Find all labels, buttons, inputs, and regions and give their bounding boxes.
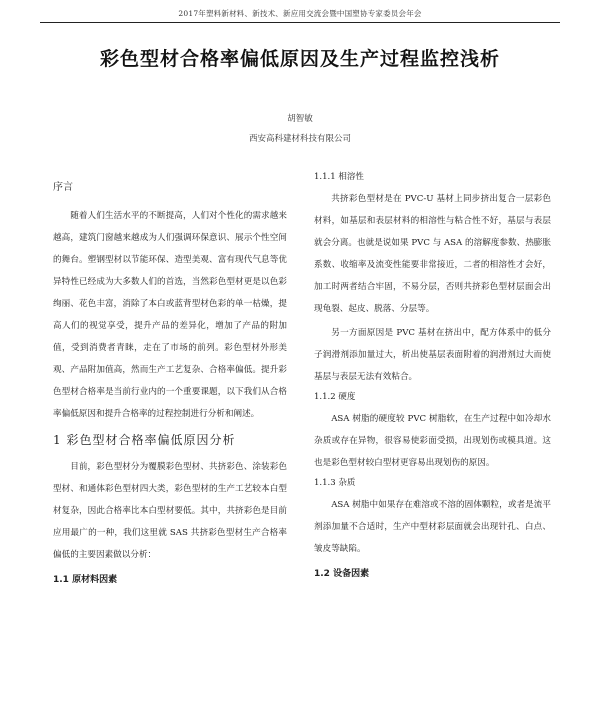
preface-heading: 序言 [53, 182, 73, 193]
lubricant-paragraph: 另一方面原因是 PVC 基材在挤出中，配方体系中的低分子润滑剂添加量过大，析出使基层表面附着的润滑剂过大而使基层与表层无法有效粘合。 [314, 328, 551, 382]
subsection-1-1-2-heading: 1.1.2 硬度 [314, 392, 356, 402]
section-1-heading: 1 彩色型材合格率偏低原因分析 [53, 433, 236, 447]
compatibility-paragraph: 共挤彩色型材是在 PVC-U 基材上同步挤出复合一层彩色材料，如基层和表层材料的相溶性与粘合性不好，基层与表层就会分离。也就是说如果 PVC 与 ASA 的溶解度参数、热膨胀系数、收缩率及流变性能要非常接近，二者的相溶性才会好，加工时两者结合牢固，不易分层，否则共挤彩色型材层面会出现龟裂、起皮、脱落、分层等。 [314, 194, 551, 314]
section-1-paragraph: 目前，彩色型材分为覆膜彩色型材、共挤彩色、涂装彩色型材、和通体彩色型材四大类，彩色型材的生产工艺较本白型材复杂，因此合格率比本白型材要低。其中，共挤彩色是目前应用最广的一种，我们这里就 SAS 共挤彩色型材生产合格率偏低的主要因素做以分析： [53, 462, 287, 560]
author-affiliation: 西安高科建材科技有限公司 [248, 134, 351, 144]
running-header: 2017年塑料新材料、新技术、新应用交流会暨中国塑协专家委员会年会 [178, 9, 422, 18]
subsection-1-1-1-heading: 1.1.1 相溶性 [314, 172, 364, 182]
hardness-paragraph: ASA 树脂的硬度较 PVC 树脂软，在生产过程中如冷却水杂质或存在异物，很容易使彩面受损，出现划伤或模具道。这也是彩色型材较白型材更容易出现划伤的原因。 [314, 414, 551, 468]
impurity-paragraph: ASA 树脂中如果存在难溶或不溶的固体颗粒，或者是流平剂添加量不合适时，生产中型材彩层面就会出现针孔、白点、皱皮等缺陷。 [314, 500, 551, 554]
right-column [314, 168, 551, 583]
paper-title: 彩色型材合格率偏低原因及生产过程监控浅析 [99, 48, 500, 70]
author-name: 胡智敏 [287, 114, 313, 124]
subsection-1-2-heading: 1.2 设备因素 [314, 569, 370, 579]
subsection-1-1-heading: 1.1 原材料因素 [53, 575, 118, 585]
preface-paragraph: 随着人们生活水平的不断提高，人们对个性化的需求越来越高，建筑门窗越来越成为人们强调环保意识、展示个性空间的舞台。塑钢型材以节能环保、造型美观、富有现代气息等优异特性已经成为大多数人们的首选，当然彩色型材更是以色彩绚丽、花色丰富，消除了本白或蓝背型材色彩的单一枯燥，提高人们的视觉享受，提升产品的差异化，增加了产品的附加值，受到消费者青睐，走在了市场的前列。彩色型材外形美观、产品附加值高，然而生产工艺复杂、合格率偏低。提升彩色型材合格率是当前行业内的一个重要课题，以下我们从合格率偏低原因和提升合格率的过程控制进行分析和阐述。 [53, 211, 287, 419]
header-rule [40, 22, 560, 23]
subsection-1-1-3-heading: 1.1.3 杂质 [314, 478, 356, 488]
left-column [53, 168, 287, 589]
